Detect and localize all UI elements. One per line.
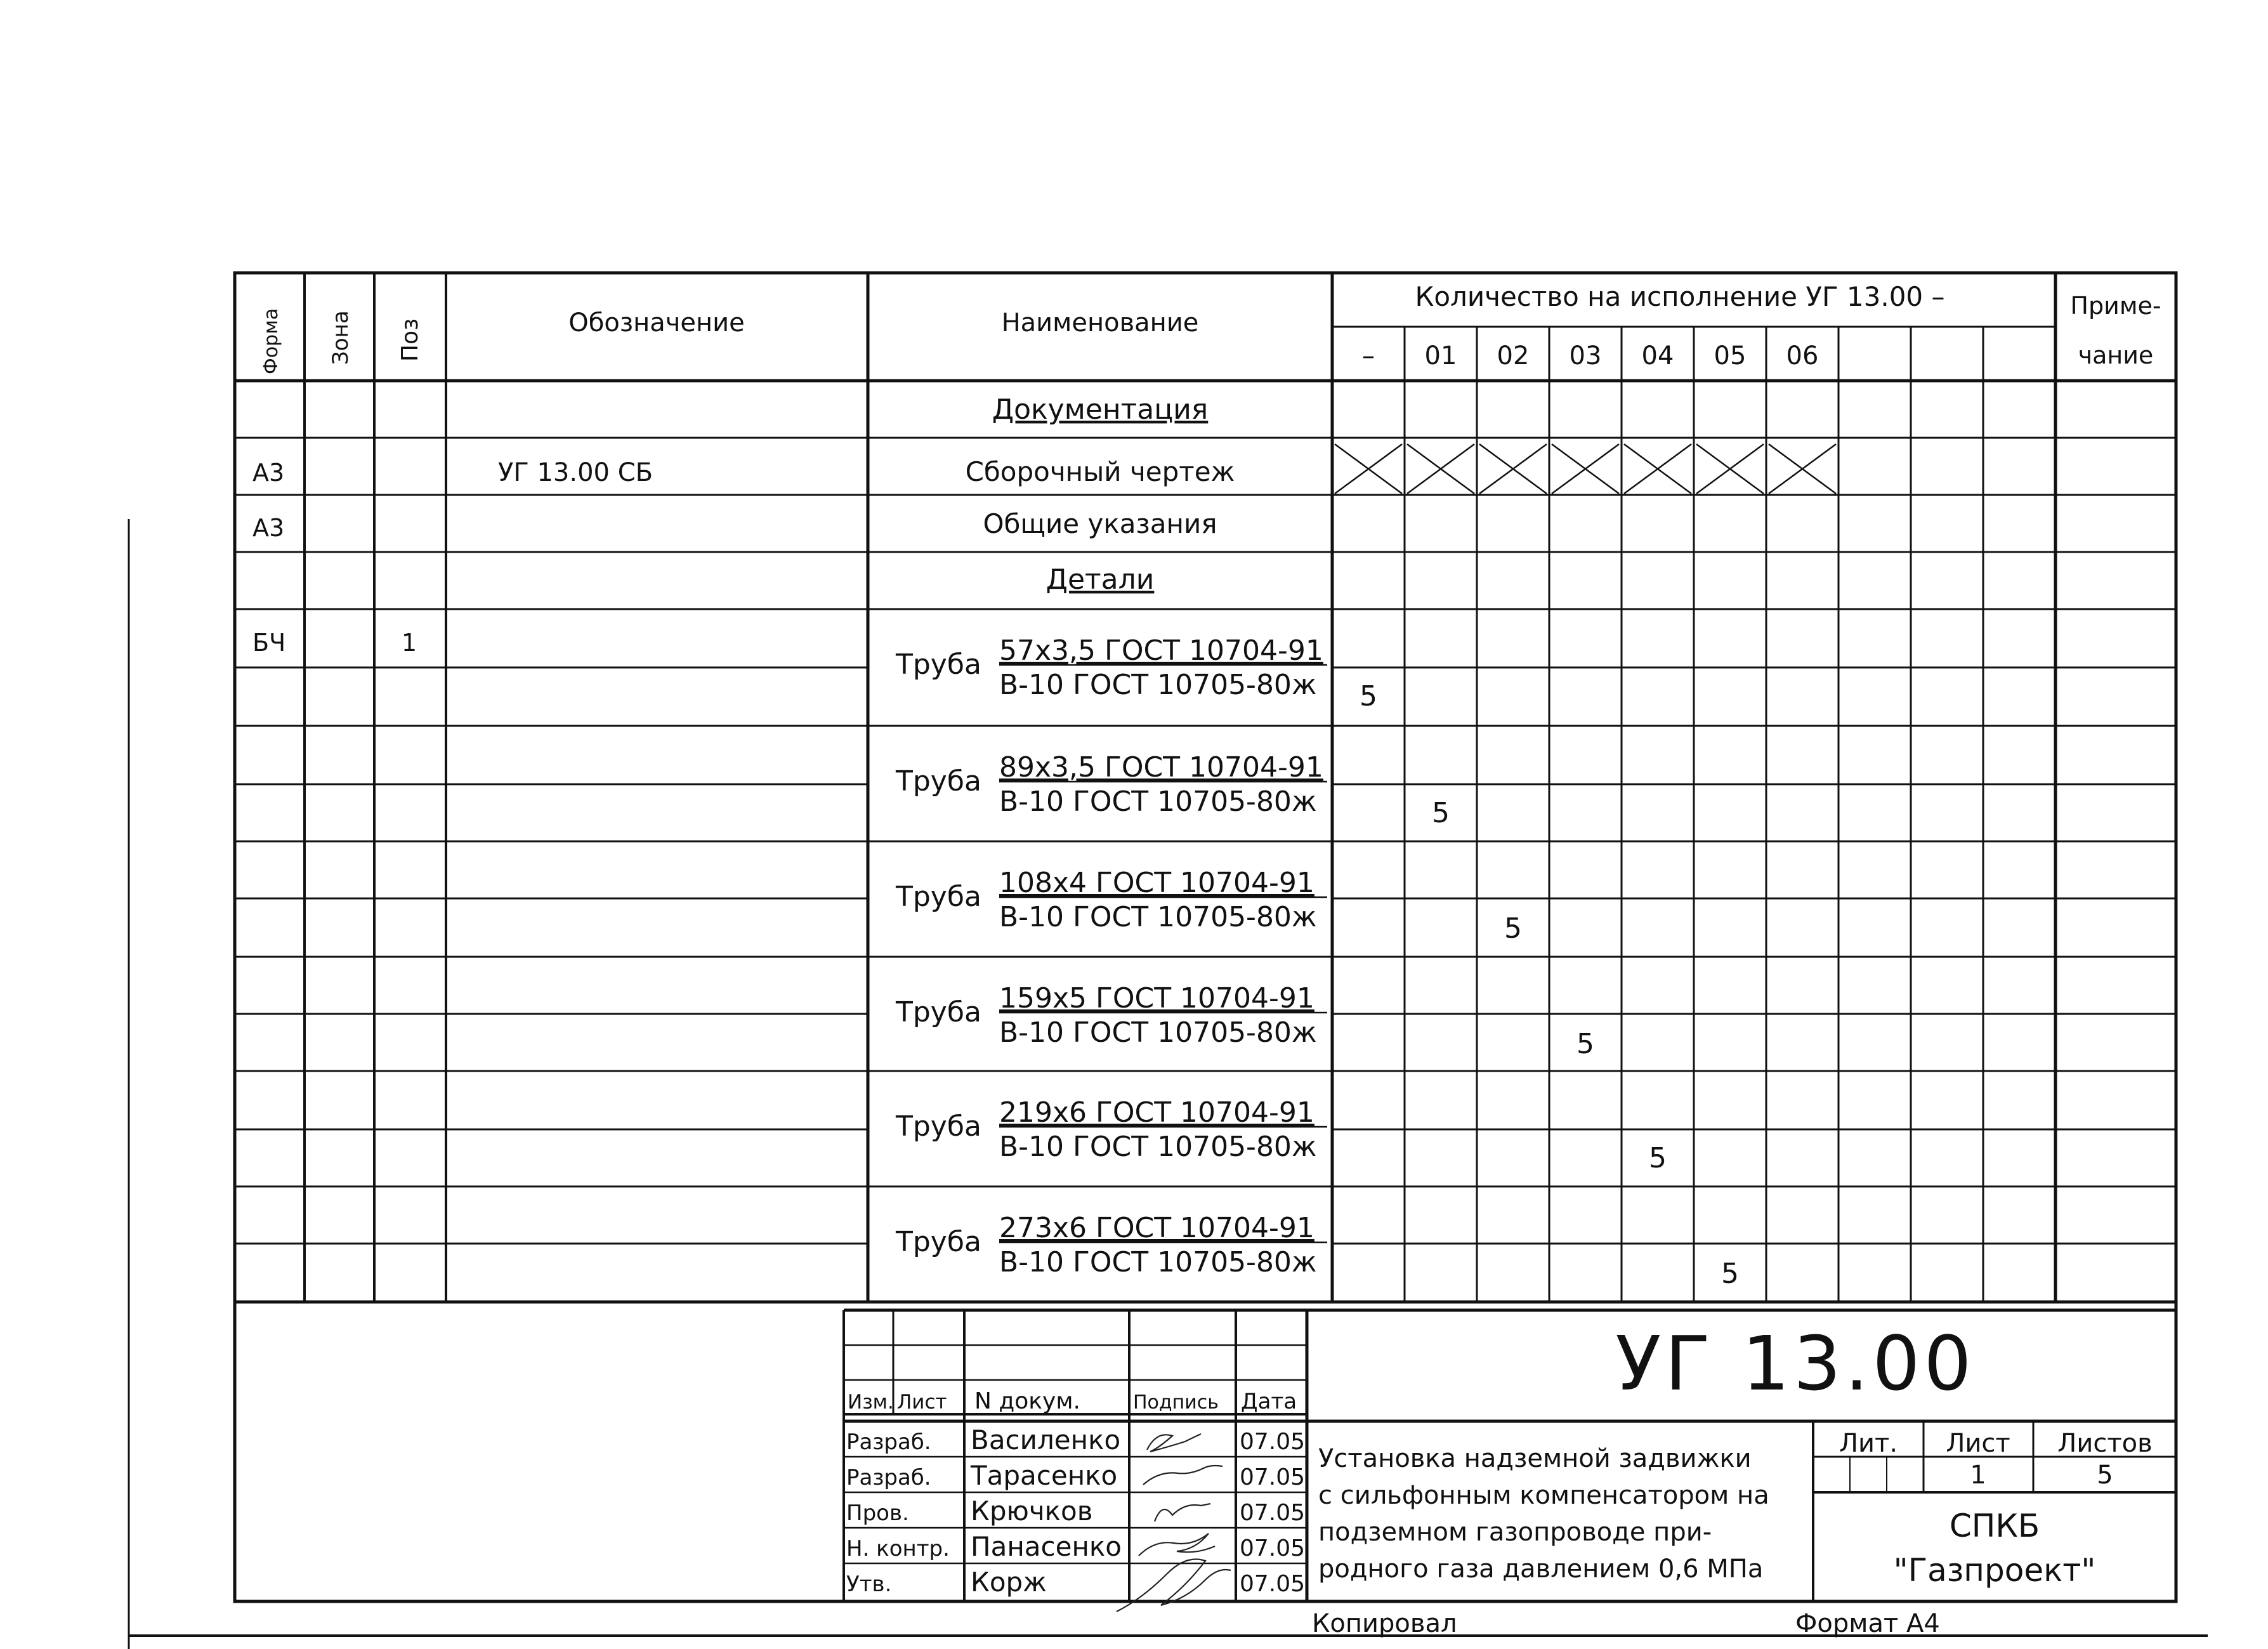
sheet-value: 1 <box>1970 1461 1986 1490</box>
copied-label: Копировал <box>1312 1609 1457 1638</box>
crossed-cell <box>1479 444 1547 494</box>
variant-header: 06 <box>1786 341 1819 371</box>
signatory-role: Пров. <box>846 1501 909 1526</box>
header-format: Форма <box>260 308 282 374</box>
footer <box>1312 1609 1940 1638</box>
pipe-spec-line1: 159х5 ГОСТ 10704-91 <box>999 982 1314 1015</box>
description-line: подземном газопроводе при- <box>1318 1518 1712 1547</box>
doc-2-name: Общие указания <box>983 508 1217 539</box>
section-documentation: Документация <box>992 393 1209 426</box>
pipe-spec-line1: 273х6 ГОСТ 10704-91 <box>999 1212 1314 1244</box>
pipe-row <box>895 751 1450 829</box>
pipe-qty: 5 <box>1649 1142 1667 1174</box>
variant-header: 01 <box>1424 341 1457 371</box>
pipe-spec-line1: 108х4 ГОСТ 10704-91 <box>999 867 1314 899</box>
signatory-date: 07.05 <box>1240 1500 1306 1526</box>
pipe-spec-line2: В-10 ГОСТ 10705-80ж <box>999 785 1317 818</box>
signatory-name: Корж <box>971 1567 1047 1598</box>
pipe-row <box>895 867 1522 945</box>
doc-1-designation: УГ 13.00 СБ <box>498 458 653 487</box>
pipe-spec-line1: 219х6 ГОСТ 10704-91 <box>999 1096 1314 1129</box>
header-qty-title: Количество на исполнение УГ 13.00 – <box>1415 281 1945 312</box>
signature-marks <box>1117 1434 1231 1612</box>
variant-header: 02 <box>1497 341 1530 371</box>
header-name: Наименование <box>1001 308 1199 338</box>
crossed-cell <box>1335 444 1402 494</box>
variant-header: – <box>1362 341 1375 371</box>
pipe-qty: 5 <box>1432 797 1450 829</box>
header-pos: Поз <box>397 318 423 362</box>
head-izm: Изм. <box>848 1391 894 1414</box>
head-ndoc: N докум. <box>974 1388 1080 1414</box>
variant-header: 05 <box>1714 341 1747 371</box>
pipe-qty: 5 <box>1721 1258 1739 1290</box>
pipe-spec-line2: В-10 ГОСТ 10705-80ж <box>999 669 1317 701</box>
pipe-spec-line2: В-10 ГОСТ 10705-80ж <box>999 1246 1317 1278</box>
header-designation: Обозначение <box>568 308 745 338</box>
pipe-label: Труба <box>896 648 981 681</box>
signatory-role: Разраб. <box>846 1429 931 1455</box>
pipe-label: Труба <box>896 996 981 1028</box>
pipe-qty: 5 <box>1360 680 1377 713</box>
crossed-cell <box>1624 444 1691 494</box>
doc-1-format: А3 <box>252 459 285 487</box>
org-line1: СПКБ <box>1949 1508 2040 1544</box>
detail-format: БЧ <box>252 629 286 657</box>
section-details: Детали <box>1046 563 1155 596</box>
format-label: Формат А4 <box>1795 1609 1940 1638</box>
doc-code: УГ 13.00 <box>1615 1320 1976 1407</box>
pipe-qty: 5 <box>1504 912 1522 945</box>
signatory-date: 07.05 <box>1240 1464 1306 1490</box>
signatory-role: Разраб. <box>846 1465 931 1490</box>
pipe-label: Труба <box>896 1110 981 1143</box>
sheet-label: Лист <box>1946 1429 2010 1458</box>
crossed-cell <box>1552 444 1619 494</box>
pipe-label: Труба <box>896 1226 981 1258</box>
variant-header: 04 <box>1641 341 1674 371</box>
doc-1-name: Сборочный чертеж <box>965 456 1235 487</box>
pipe-spec-line2: В-10 ГОСТ 10705-80ж <box>999 1131 1317 1163</box>
lit-label: Лит. <box>1839 1429 1898 1458</box>
title-block <box>844 1310 2176 1612</box>
pipe-row <box>895 1212 1739 1290</box>
signatory-role: Утв. <box>846 1572 892 1597</box>
pipe-rows <box>895 634 1739 1290</box>
pipe-row <box>895 1096 1667 1174</box>
signatory-name: Тарасенко <box>971 1460 1118 1491</box>
pipe-label: Труба <box>896 881 981 913</box>
header-zone: Зона <box>328 310 353 365</box>
crossed-cell <box>1769 444 1836 494</box>
sheets-label: Листов <box>2057 1429 2153 1458</box>
signatory-date: 07.05 <box>1240 1429 1306 1455</box>
signatory-role: Н. контр. <box>846 1536 950 1561</box>
signatory-name: Василенко <box>971 1424 1121 1455</box>
pipe-label: Труба <box>896 765 981 798</box>
signatory-date: 07.05 <box>1240 1571 1306 1597</box>
signatory-name: Панасенко <box>971 1531 1122 1562</box>
description-line: родного газа давлением 0,6 МПа <box>1318 1554 1764 1584</box>
description-line: Установка надземной задвижки <box>1318 1444 1752 1473</box>
crossed-cell <box>1696 444 1764 494</box>
detail-pos: 1 <box>401 629 417 657</box>
header-note-line1: Приме- <box>2070 292 2161 320</box>
crossed-cell <box>1407 444 1474 494</box>
variant-headers <box>1362 341 1818 371</box>
head-list: Лист <box>897 1391 947 1414</box>
detail-group <box>252 629 417 657</box>
doc-2-format: А3 <box>252 514 285 542</box>
product-description <box>1318 1444 1769 1584</box>
head-sign: Подпись <box>1133 1391 1219 1414</box>
pipe-row <box>895 634 1377 713</box>
pipe-spec-line2: В-10 ГОСТ 10705-80ж <box>999 901 1317 933</box>
variant-header: 03 <box>1569 341 1602 371</box>
description-line: с сильфонным компенсатором на <box>1318 1481 1769 1510</box>
header-note-line2: чание <box>2078 341 2154 369</box>
signatory-name: Крючков <box>971 1495 1093 1527</box>
pipe-qty: 5 <box>1576 1028 1594 1060</box>
pipe-spec-line1: 89х3,5 ГОСТ 10704-91 <box>999 751 1323 784</box>
pipe-spec-line1: 57х3,5 ГОСТ 10704-91 <box>999 634 1323 667</box>
sheets-value: 5 <box>2097 1461 2113 1490</box>
head-date: Дата <box>1241 1389 1297 1414</box>
pipe-row <box>895 982 1594 1060</box>
signatory-date: 07.05 <box>1240 1535 1306 1561</box>
org-line2: "Газпроект" <box>1893 1552 2096 1589</box>
doc-1-crossed-cells <box>1335 444 1836 494</box>
pipe-spec-line2: В-10 ГОСТ 10705-80ж <box>999 1016 1317 1049</box>
